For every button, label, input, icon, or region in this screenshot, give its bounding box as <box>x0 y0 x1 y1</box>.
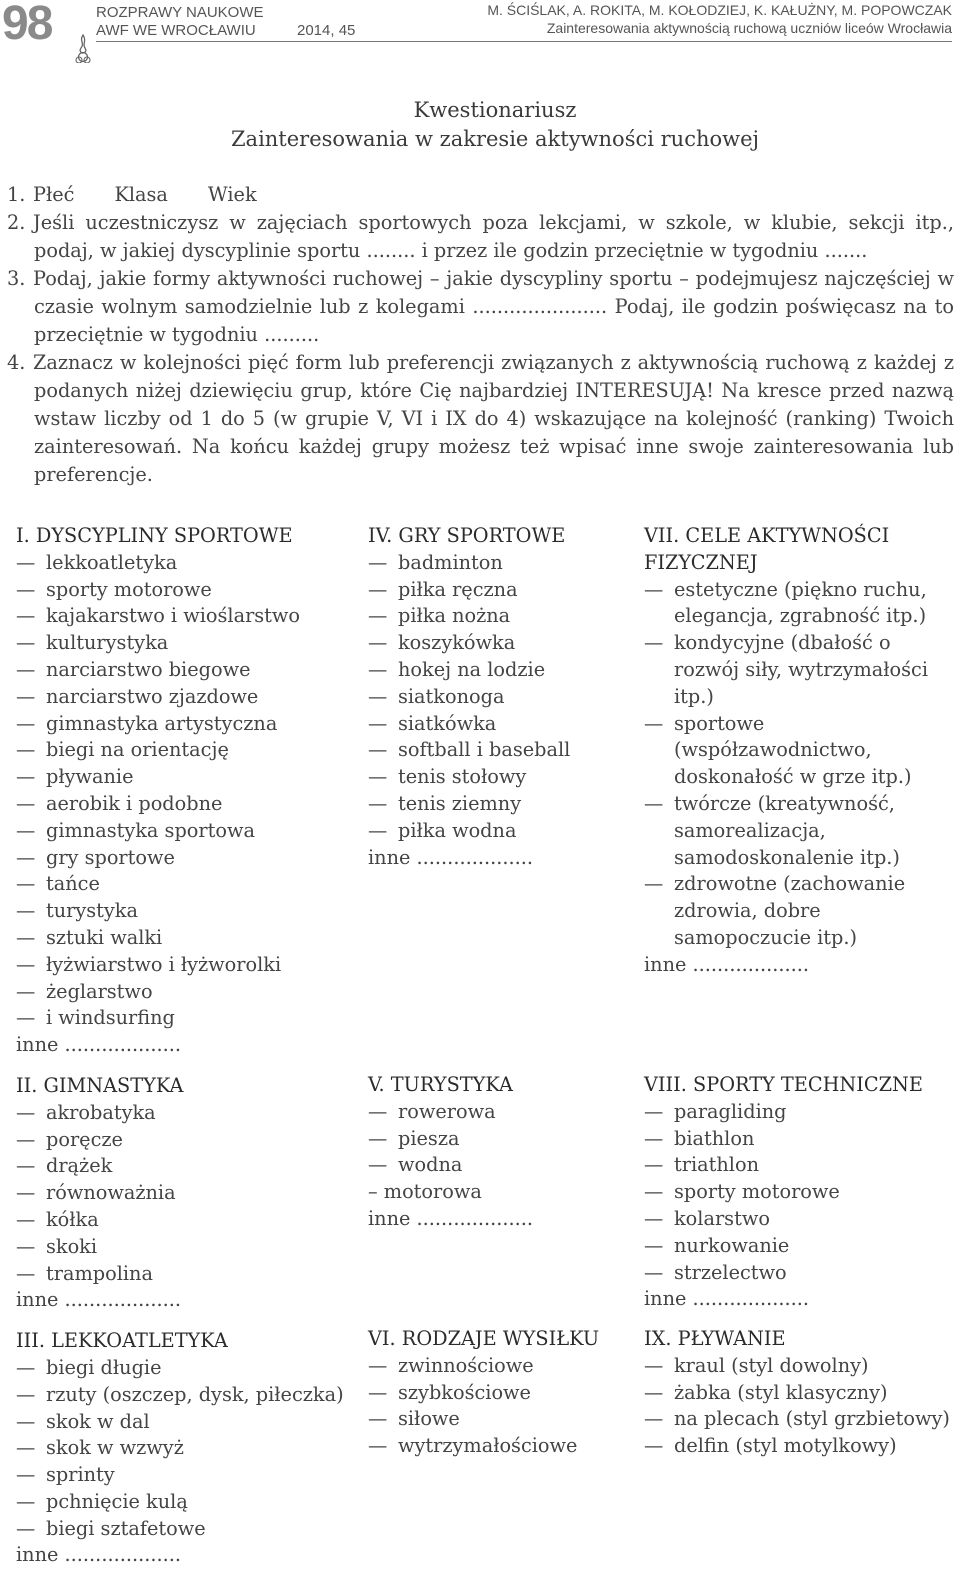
category-title: I. DYSCYPLINY SPORTOWE <box>16 524 293 547</box>
dash: — <box>368 1407 388 1431</box>
list-item <box>16 1435 361 1462</box>
item-label: estetyczne (piękno ruchu, elegancja, zgrabność itp.) <box>674 577 927 628</box>
list-item <box>644 1406 956 1433</box>
dash: — <box>368 631 388 655</box>
list-item <box>16 1489 361 1516</box>
item-label: równoważnia <box>46 1181 176 1205</box>
item-label: tańce <box>46 872 100 896</box>
dash: — <box>16 872 36 896</box>
item-label: kajakarstwo i wioślarstwo <box>46 604 301 628</box>
item-label: szybkościowe <box>398 1380 531 1404</box>
field-gender-label: Płeć <box>33 183 75 206</box>
item-label: tenis stołowy <box>398 765 527 789</box>
item-label: trampolina <box>46 1261 153 1285</box>
item-label: strzelectwo <box>674 1260 787 1284</box>
item-label: gry sportowe <box>46 845 175 869</box>
running-title: Zainteresowania aktywnością ruchową uczniów liceów Wrocławia <box>546 20 952 36</box>
list-item <box>644 791 956 871</box>
item-label: siłowe <box>398 1407 460 1431</box>
item-label: triathlon <box>674 1153 759 1177</box>
dash: — <box>368 550 388 574</box>
item-label: kulturystyka <box>46 631 169 655</box>
dash: — <box>368 818 388 842</box>
item-label: pchnięcie kulą <box>46 1489 188 1513</box>
item-label: piłka wodna <box>398 818 517 842</box>
other-field: inne ................... <box>368 1206 533 1230</box>
column-right <box>644 523 956 1474</box>
list-item <box>368 737 638 764</box>
category-title: VI. RODZAJE WYSIŁKU <box>368 1327 600 1350</box>
list-item <box>16 603 361 630</box>
list-item <box>368 1406 638 1433</box>
list-item <box>368 657 638 684</box>
category-athletics <box>16 1328 361 1569</box>
category-title: V. TURYSTYKA <box>368 1073 513 1096</box>
item-label: biegi na orientację <box>46 738 229 762</box>
item-list <box>16 550 361 1032</box>
list-item <box>644 1260 956 1287</box>
list-item <box>644 1179 956 1206</box>
list-item <box>644 1126 956 1153</box>
item-label: paragliding <box>674 1099 787 1123</box>
other-field: inne ................... <box>644 1287 809 1311</box>
list-item <box>368 1380 638 1407</box>
dash: — <box>644 577 664 601</box>
item-label: żabka (styl klasyczny) <box>674 1380 888 1404</box>
dash: — <box>644 872 664 896</box>
dash: — <box>16 1516 36 1540</box>
dash: — <box>16 711 36 735</box>
dash: — <box>16 979 36 1003</box>
item-label: piłka ręczna <box>398 577 518 601</box>
list-item <box>644 871 956 951</box>
list-item <box>368 1179 638 1206</box>
dash: — <box>16 1207 36 1231</box>
item-list <box>368 1353 638 1460</box>
item-label: badminton <box>398 550 503 574</box>
list-item <box>368 1353 638 1380</box>
dash: — <box>16 577 36 601</box>
item-label: biathlon <box>674 1126 755 1150</box>
dash: — <box>644 1180 664 1204</box>
list-item <box>368 764 638 791</box>
list-item <box>16 1355 361 1382</box>
list-item <box>16 1409 361 1436</box>
question-4-text: Zaznacz w kolejności pięć form lub preferencji związanych z aktywnością ruchową z każdej z podanych niżej dziewięciu grup, które Cię najbardziej INTERESUJĄ! Na kresce przed nazwą wstaw liczby od 1 do 5 (w grupie V, VI i IX do 4) wskazujące na kolejność (ranking) Twoich zainteresowań. Na końcu każdej grupy możesz też wpisać inne swoje zainteresowania lub preferencje. <box>33 351 954 486</box>
item-label: wytrzymałościowe <box>398 1434 578 1458</box>
dash: — <box>368 1380 388 1404</box>
item-label: aerobik i podobne <box>46 791 223 815</box>
list-item <box>368 1152 638 1179</box>
item-label: hokej na lodzie <box>398 657 546 681</box>
list-item <box>16 1382 361 1409</box>
item-label: żeglarstwo <box>46 979 153 1003</box>
dash: — <box>16 1489 36 1513</box>
category-title: IX. PŁYWANIE <box>644 1327 786 1350</box>
item-label: sporty motorowe <box>46 577 212 601</box>
item-label: gimnastyka artystyczna <box>46 711 278 735</box>
list-item <box>644 1380 956 1407</box>
item-list <box>644 1353 956 1460</box>
page-number: 98 <box>2 0 52 50</box>
category-title-line1: VII. CELE AKTYWNOŚCI <box>644 524 890 547</box>
list-item <box>368 1433 638 1460</box>
dash: — <box>16 1355 36 1379</box>
dash: — <box>644 1353 664 1377</box>
item-label: gimnastyka sportowa <box>46 818 255 842</box>
question-1 <box>7 181 954 209</box>
item-label: narciarstwo biegowe <box>46 657 251 681</box>
item-label: koszykówka <box>398 631 516 655</box>
dash: — <box>16 925 36 949</box>
dash: — <box>644 1260 664 1284</box>
dash: — <box>16 791 36 815</box>
dash: — <box>16 1181 36 1205</box>
other-field: inne ................... <box>368 845 533 869</box>
question-3 <box>7 265 954 349</box>
dash: — <box>16 738 36 762</box>
list-item <box>644 1152 956 1179</box>
dash: — <box>16 899 36 923</box>
dash: — <box>16 1127 36 1151</box>
question-number: 3. <box>7 267 26 290</box>
dash: — <box>16 657 36 681</box>
category-gymnastics <box>16 1073 361 1314</box>
other-field: inne ................... <box>16 1288 181 1312</box>
dash: — <box>644 791 664 815</box>
list-item <box>16 845 361 872</box>
item-list <box>16 1100 361 1288</box>
list-item <box>368 630 638 657</box>
item-list <box>644 1099 956 1287</box>
item-label: łyżwiarstwo i łyżworolki <box>46 952 282 976</box>
dash: — <box>644 1233 664 1257</box>
dash: — <box>16 1154 36 1178</box>
item-list <box>644 577 956 952</box>
dash: — <box>16 1409 36 1433</box>
list-item <box>644 711 956 791</box>
category-swimming <box>644 1326 956 1460</box>
dash: — <box>368 791 388 815</box>
question-number: 2. <box>7 211 26 234</box>
item-label: pływanie <box>46 765 134 789</box>
header-rule <box>96 41 952 42</box>
journal-issue: 2014, 45 <box>297 22 356 39</box>
dash: — <box>16 1006 36 1030</box>
list-item <box>368 1099 638 1126</box>
item-label: skoki <box>46 1234 98 1258</box>
question-number: 4. <box>7 351 26 374</box>
dash: — <box>368 1153 388 1177</box>
authors: M. ŚCIŚLAK, A. ROKITA, M. KOŁODZIEJ, K. KAŁUŻNY, M. POPOWCZAK <box>487 2 952 18</box>
list-item <box>644 1433 956 1460</box>
list-item <box>644 1353 956 1380</box>
list-item <box>368 1126 638 1153</box>
dash: — <box>16 1261 36 1285</box>
question-2-text: Jeśli uczestniczysz w zajęciach sportowych poza lekcjami, w szkole, w klubie, sekcji itp., podaj, w jakiej dyscyplinie sportu ........ i przez ile godzin przeciętnie w tygodniu ....... <box>33 211 954 262</box>
item-label: piesza <box>398 1126 460 1150</box>
list-item <box>16 791 361 818</box>
item-label: zwinnościowe <box>398 1353 534 1377</box>
other-field: inne ................... <box>16 1033 181 1057</box>
dash: — <box>368 765 388 789</box>
category-activity-goals <box>644 523 956 1058</box>
dash: — <box>16 1463 36 1487</box>
list-item <box>368 550 638 577</box>
list-item <box>16 684 361 711</box>
dash: — <box>644 1126 664 1150</box>
dash: — <box>644 1153 664 1177</box>
item-label: biegi sztafetowe <box>46 1516 206 1540</box>
category-title: III. LEKKOATLETYKA <box>16 1329 228 1353</box>
list-item <box>16 737 361 764</box>
list-item <box>16 1261 361 1288</box>
item-label: poręcze <box>46 1127 123 1151</box>
category-sport-games <box>368 523 638 1058</box>
item-label: sporty motorowe <box>674 1180 840 1204</box>
list-item <box>16 979 361 1006</box>
item-label: piłka nożna <box>398 604 511 628</box>
dash: — <box>368 657 388 681</box>
field-age-label: Wiek <box>207 183 257 206</box>
list-item <box>368 711 638 738</box>
item-list <box>368 1099 638 1179</box>
item-label: nurkowanie <box>674 1233 790 1257</box>
dash: — <box>16 1234 36 1258</box>
title-line2: Zainteresowania w zakresie aktywności ruchowej <box>230 127 760 151</box>
list-item <box>16 550 361 577</box>
dash: — <box>644 631 664 655</box>
list-item <box>16 657 361 684</box>
dash: — <box>644 1434 664 1458</box>
dash: — <box>16 952 36 976</box>
journal-name-line1: ROZPRAWY NAUKOWE <box>96 4 264 21</box>
list-item <box>16 925 361 952</box>
list-item <box>16 1127 361 1154</box>
dash: — <box>368 1434 388 1458</box>
other-field: inne ................... <box>644 952 809 976</box>
item-label: skok w dal <box>46 1409 150 1433</box>
category-sport-disciplines <box>16 523 361 1059</box>
item-label: softball i baseball <box>398 738 571 762</box>
item-label: zdrowotne (zachowanie zdrowia, dobre samopoczucie itp.) <box>674 872 906 949</box>
dash: — <box>644 1099 664 1123</box>
category-title: VIII. SPORTY TECHNICZNE <box>644 1073 924 1096</box>
dash: — <box>644 1206 664 1230</box>
item-label: kolarstwo <box>674 1206 770 1230</box>
category-title: II. GIMNASTYKA <box>16 1073 184 1097</box>
dash: — <box>16 684 36 708</box>
list-item <box>644 1233 956 1260</box>
list-item <box>368 791 638 818</box>
title-line1: Kwestionariusz <box>413 98 577 122</box>
dash: — <box>16 604 36 628</box>
list-item <box>16 1207 361 1234</box>
item-label: rowerowa <box>398 1099 496 1123</box>
item-label: biegi długie <box>46 1355 162 1379</box>
category-title: IV. GRY SPORTOWE <box>368 524 566 547</box>
dash: – <box>368 1180 378 1204</box>
question-4 <box>7 349 954 489</box>
item-label: kondycyjne (dbałość o rozwój siły, wytrzymałości itp.) <box>674 631 929 708</box>
list-item <box>16 1005 361 1032</box>
item-label: i windsurfing <box>46 1006 175 1030</box>
column-left <box>16 523 361 1583</box>
item-label: sztuki walki <box>46 925 163 949</box>
question-2 <box>7 209 954 265</box>
category-tourism <box>368 1072 638 1312</box>
item-label: akrobatyka <box>46 1100 156 1124</box>
dash: — <box>16 765 36 789</box>
dash: — <box>368 604 388 628</box>
other-field: inne ................... <box>16 1543 181 1567</box>
list-item <box>16 1516 361 1543</box>
list-item <box>644 1206 956 1233</box>
item-label: lekkoatletyka <box>46 550 178 574</box>
list-item <box>16 1462 361 1489</box>
dash: — <box>368 684 388 708</box>
journal-name-line2: AWF WE WROCŁAWIU <box>96 22 256 39</box>
dash: — <box>16 1100 36 1124</box>
item-label: rzuty (oszczep, dysk, piłeczka) <box>46 1382 344 1406</box>
item-label: delfin (styl motylkowy) <box>674 1434 897 1458</box>
category-effort-types <box>368 1326 638 1460</box>
list-item <box>16 1234 361 1261</box>
dash: — <box>16 845 36 869</box>
item-list <box>16 1355 361 1543</box>
list-item <box>16 764 361 791</box>
item-label: siatkonoga <box>398 684 505 708</box>
list-item <box>644 630 956 710</box>
dash: — <box>644 1380 664 1404</box>
dash: — <box>644 711 664 735</box>
list-item <box>644 577 956 631</box>
list-item <box>16 871 361 898</box>
item-label: twórcze (kreatywność, samorealizacja, samodoskonalenie itp.) <box>674 791 900 869</box>
dash: — <box>644 1407 664 1431</box>
item-label: tenis ziemny <box>398 791 522 815</box>
list-item <box>16 1180 361 1207</box>
page-header <box>0 0 960 70</box>
item-label: wodna <box>398 1153 463 1177</box>
list-item <box>644 1099 956 1126</box>
dash: — <box>368 1126 388 1150</box>
dash: — <box>368 1099 388 1123</box>
category-title-line2: FIZYCZNEJ <box>644 550 758 574</box>
questionnaire-title <box>0 96 960 154</box>
item-label: skok w wzwyż <box>46 1436 184 1460</box>
list-item <box>16 711 361 738</box>
intro-questions <box>7 181 954 489</box>
list-item <box>16 952 361 979</box>
item-label: turystyka <box>46 899 138 923</box>
question-number: 1. <box>7 183 26 206</box>
dash: — <box>368 711 388 735</box>
dash: — <box>368 577 388 601</box>
item-label: kółka <box>46 1207 99 1231</box>
awf-logo-icon <box>74 33 92 63</box>
item-label: motorowa <box>383 1180 482 1204</box>
question-3-text: Podaj, jakie formy aktywności ruchowej – jakie dyscypliny sportu – podejmujesz najczęściej w czasie wolnym samodzielnie lub z kolegami ...................... Podaj, ile godzin poświęcasz na to przeciętnie w tygodniu ......... <box>33 267 954 346</box>
list-item <box>368 577 638 604</box>
list-item <box>16 630 361 657</box>
item-label: na plecach (styl grzbietowy) <box>674 1407 950 1431</box>
item-label: narciarstwo zjazdowe <box>46 684 259 708</box>
dash: — <box>368 1353 388 1377</box>
dash: — <box>16 1436 36 1460</box>
list-item <box>16 1153 361 1180</box>
list-item <box>368 684 638 711</box>
list-item <box>368 818 638 845</box>
dash: — <box>16 631 36 655</box>
category-technical-sports <box>644 1072 956 1312</box>
item-label: sportowe (współzawodnictwo, doskonałość w grze itp.) <box>674 711 912 789</box>
column-middle <box>368 523 638 1474</box>
item-list <box>368 550 638 845</box>
list-item <box>16 577 361 604</box>
list-item <box>16 898 361 925</box>
dash: — <box>16 550 36 574</box>
dash: — <box>16 1382 36 1406</box>
field-class-label: Klasa <box>114 183 168 206</box>
dash: — <box>16 818 36 842</box>
dash: — <box>368 738 388 762</box>
item-label: siatkówka <box>398 711 497 735</box>
item-label: kraul (styl dowolny) <box>674 1353 869 1377</box>
list-item <box>16 1100 361 1127</box>
item-label: sprinty <box>46 1463 115 1487</box>
item-label: drążek <box>46 1154 113 1178</box>
list-item <box>368 603 638 630</box>
list-item <box>16 818 361 845</box>
